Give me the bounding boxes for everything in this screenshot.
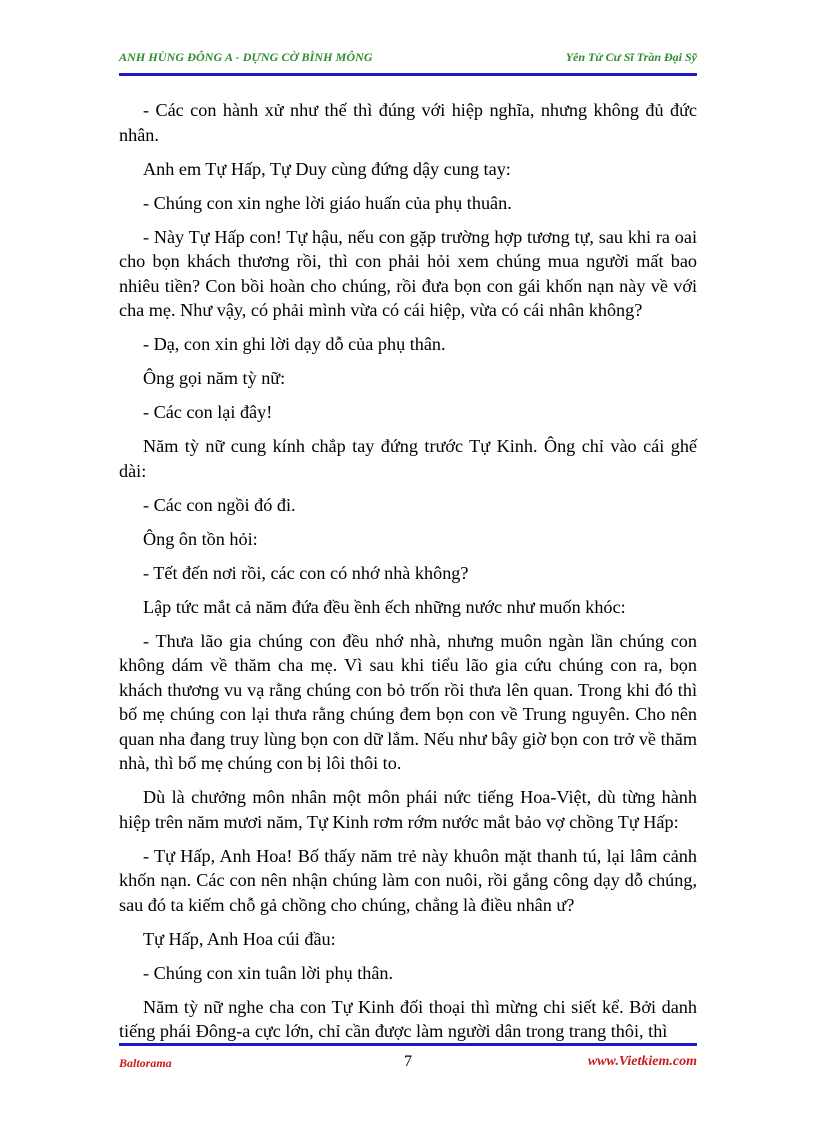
paragraph: Tự Hấp, Anh Hoa cúi đầu:: [143, 928, 336, 949]
publisher-name: Baltorama: [119, 1056, 172, 1070]
paragraph: - Tự Hấp, Anh Hoa! Bố thấy năm trẻ này khuôn mặt thanh tú, lại lâm cảnh khốn nạn. Các con nên nhận chúng làm con nuôi, rồi gắng công dạy dỗ chúng, sau đó ta kiếm chỗ gả chồng cho chúng, chẳng là điều nhân ư?: [119, 845, 697, 915]
header-divider: [119, 73, 697, 76]
paragraph: - Các con lại đây!: [143, 402, 273, 422]
paragraph: Anh em Tự Hấp, Tự Duy cùng đứng dậy cung tay:: [143, 158, 511, 179]
paragraph: - Dạ, con xin ghi lời dạy dỗ của phụ thân.: [143, 334, 446, 354]
author-name: Yên Tử Cư Sĩ Trần Đại Sỹ: [565, 50, 697, 64]
paragraph: Dù là chưởng môn nhân một môn phái nức tiếng Hoa-Việt, dù từng hành hiệp trên năm mươi năm, Tự Kinh rơm rớm nước mắt bảo vợ chồng Tự Hấp:: [119, 787, 697, 832]
website-link[interactable]: www.Vietkiem.com: [587, 1054, 697, 1069]
paragraph: Năm tỳ nữ cung kính chắp tay đứng trước Tự Kinh. Ông chỉ vào cái ghế dài:: [119, 436, 697, 481]
paragraph: - Chúng con xin tuân lời phụ thân.: [143, 962, 394, 983]
footer-divider: [119, 1043, 697, 1046]
paragraph: - Các con hành xử như thế thì đúng với hiệp nghĩa, nhưng không đủ đức nhân.: [119, 100, 697, 145]
paragraph: - Các con ngồi đó đi.: [143, 494, 296, 515]
paragraph: Năm tỳ nữ nghe cha con Tự Kinh đối thoại thì mừng chi siết kể. Bởi danh tiếng phái Đông-a cực lớn, chỉ cần được làm người dân trong trang thôi, thì: [119, 996, 697, 1041]
paragraph: - Này Tự Hấp con! Tự hậu, nếu con gặp trường hợp tương tự, sau khi ra oai cho bọn khách thương rồi, thì con phải hỏi xem chúng mua người mất bao nhiêu tiền? Con bồi hoàn cho chúng, rồi đưa bọn con gái khốn nạn này về với cha mẹ. Như vậy, có phải mình vừa có cái hiệp, vừa có cái nhân không?: [119, 226, 697, 320]
paragraph: Ông gọi năm tỳ nữ:: [143, 368, 286, 388]
paragraph: Ông ôn tồn hỏi:: [143, 528, 258, 549]
body-text: [119, 98, 697, 1053]
paragraph: - Thưa lão gia chúng con đều nhớ nhà, nhưng muôn ngàn lần chúng con không dám về thăm cha mẹ. Vì sau khi tiểu lão gia cứu chúng con ra, bọn khách thương vu vạ rằng chúng con bỏ trốn rồi thưa lên quan. Trong khi đó thì bố mẹ chúng con lại thưa rằng chúng đem bọn con về Trung nguyên. Cho nên quan nha đang truy lùng bọn con dữ lắm. Nếu như bây giờ bọn con trở về thăm nhà, thì bố mẹ chúng con bị lôi thôi to.: [119, 630, 697, 773]
page-number: 7: [404, 1053, 412, 1070]
paragraph: Lập tức mắt cả năm đứa đều ềnh ếch những nước như muốn khóc:: [143, 596, 626, 617]
page-header: [119, 50, 697, 70]
paragraph: - Chúng con xin nghe lời giáo huấn của phụ thuân.: [143, 192, 512, 213]
book-title: ANH HÙNG ĐÔNG A - DỰNG CỜ BÌNH MÔNG: [119, 50, 373, 64]
paragraph: - Tết đến nơi rồi, các con có nhớ nhà không?: [143, 562, 469, 583]
